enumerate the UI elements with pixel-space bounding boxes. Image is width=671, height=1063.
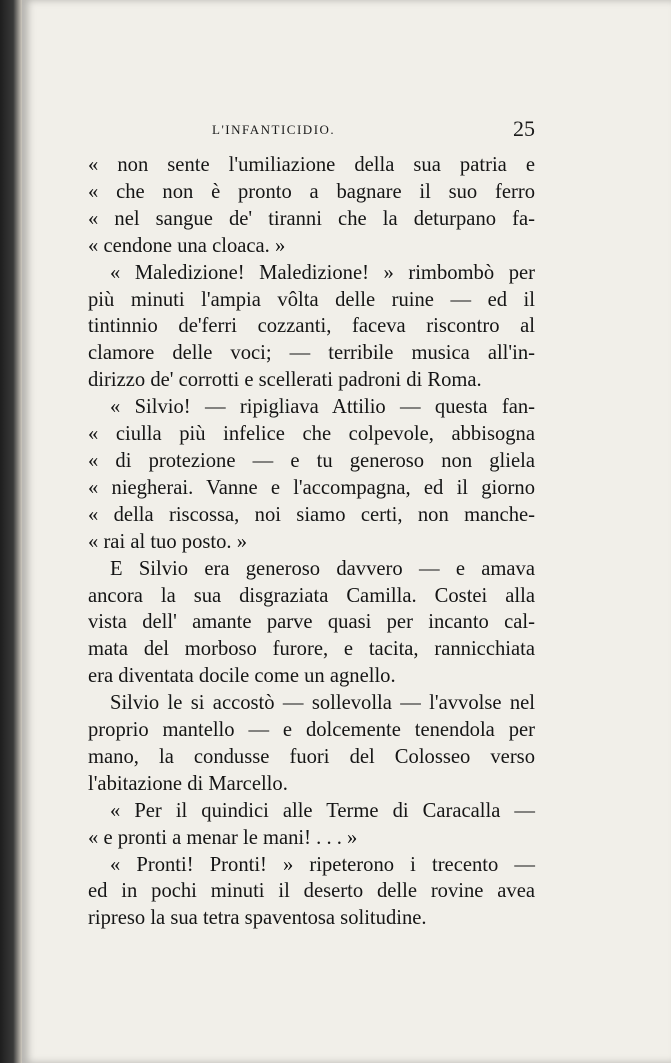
text-line: « Maledizione! Maledizione! » rimbombò per	[110, 261, 535, 284]
text-line: E Silvio era generoso davvero — e amava	[110, 557, 535, 580]
text-line: l'abitazione di Marcello.	[88, 772, 288, 795]
book-gutter-edge	[0, 0, 22, 1063]
text-line: tintinnio de'ferri cozzanti, faceva riscontro al	[88, 315, 535, 338]
text-line: era diventata docile come un agnello.	[88, 665, 396, 688]
text-line: « non sente l'umiliazione della sua patria e	[88, 154, 535, 176]
text-line: « Silvio! — ripigliava Attilio — questa fan-	[110, 396, 535, 419]
text-line: « Per il quindici alle Terme di Caracalla —	[110, 799, 535, 822]
text-line: ripreso la sua tetra spaventosa solitudine.	[88, 907, 427, 930]
text-line: « rai al tuo posto. »	[88, 530, 248, 553]
text-line: « nel sangue de' tiranni che la deturpano fa-	[88, 207, 535, 230]
body-text	[88, 152, 535, 932]
text-line: ed in pochi minuti il deserto delle rovine avea	[88, 880, 535, 903]
text-line: proprio mantello — e dolcemente tenendola per	[88, 719, 535, 742]
text-line: mano, la condusse fuori del Colosseo verso	[88, 745, 535, 768]
book-page	[22, 0, 671, 1063]
running-title: L'INFANTICIDIO.	[212, 122, 336, 137]
text-line: « ciulla più infelice che colpevole, abbisogna	[88, 423, 535, 446]
text-line: « che non è pronto a bagnare il suo ferro	[88, 180, 535, 203]
text-line: ancora la sua disgraziata Camilla. Costei alla	[88, 584, 535, 607]
page-header	[102, 116, 535, 148]
text-line: « e pronti a menar le mani! . . . »	[88, 826, 358, 849]
page-number: 25	[513, 116, 535, 141]
text-line: Silvio le si accostò — sollevolla — l'avvolse nel	[110, 692, 535, 715]
text-line: « di protezione — e tu generoso non gliela	[88, 449, 535, 472]
text-line: vista dell' amante parve quasi per incanto cal-	[88, 611, 535, 634]
text-line: « della riscossa, noi siamo certi, non manche-	[88, 503, 535, 526]
text-line: più minuti l'ampia vôlta delle ruine — ed il	[88, 288, 535, 311]
text-line: « niegherai. Vanne e l'accompagna, ed il giorno	[88, 476, 535, 499]
text-line: « cendone una cloaca. »	[88, 234, 286, 257]
text-line: mata del morboso furore, e tacita, rannicchiata	[88, 638, 535, 661]
text-line: « Pronti! Pronti! » ripeterono i trecento —	[110, 853, 535, 876]
text-line: dirizzo de' corrotti e scellerati padroni di Roma.	[88, 369, 482, 392]
text-line: clamore delle voci; — terribile musica all'in-	[88, 342, 535, 365]
